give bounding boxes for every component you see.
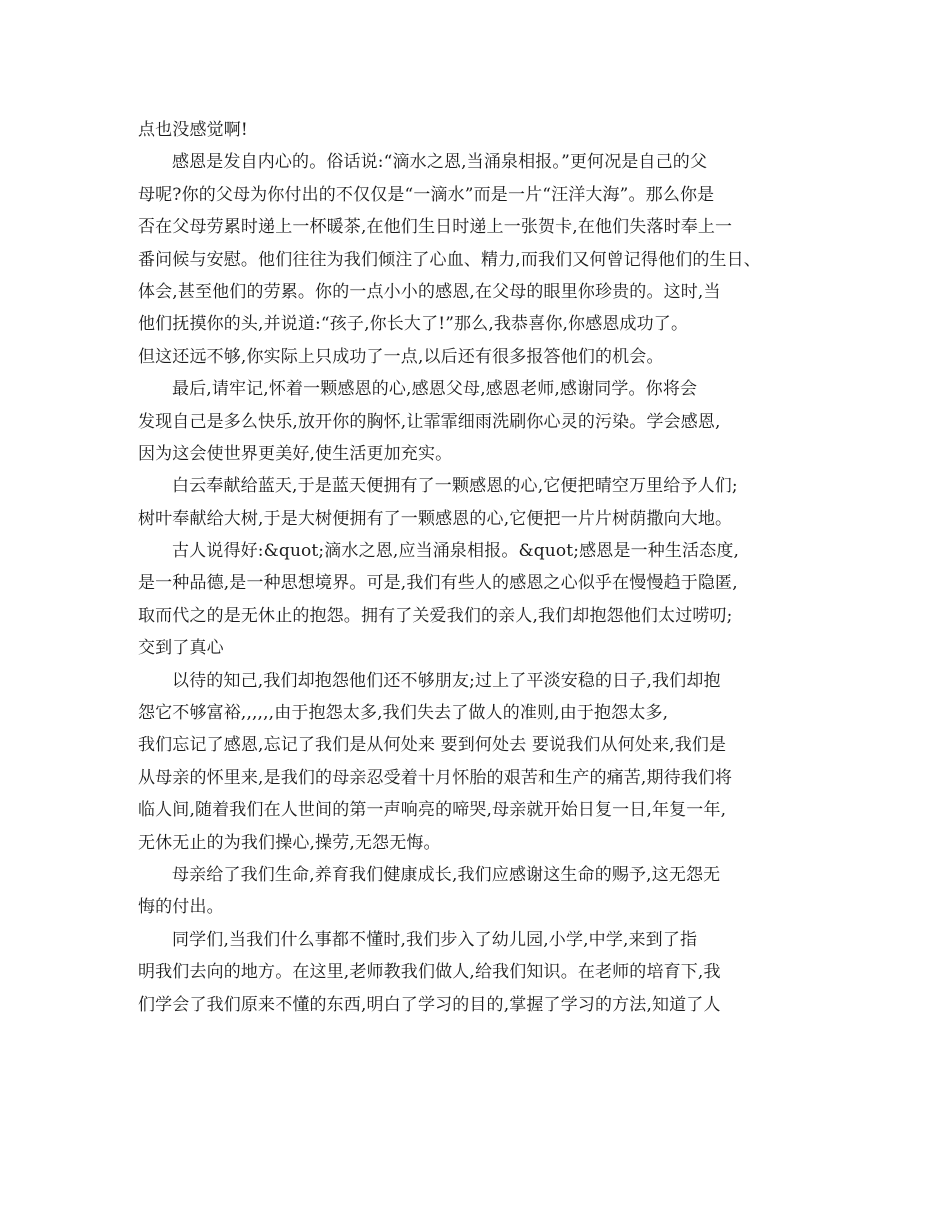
text-line: 从母亲的怀里来,是我们的母亲忍受着十月怀胎的艰苦和生产的痛苦,期待我们将 — [138, 767, 733, 788]
text-line: 同学们,当我们什么事都不懂时,我们步入了幼儿园,小学,中学,来到了指 — [172, 929, 698, 950]
text-line: 取而代之的是无休止的抱怨。拥有了关爱我们的亲人,我们却抱怨他们太过唠叨; — [138, 605, 733, 626]
text-line: 母呢?你的父母为你付出的不仅仅是“一滴水”而是一片“汪洋大海”。那么你是 — [138, 184, 715, 205]
text-line: 以待的知己,我们却抱怨他们还不够朋友;过上了平淡安稳的日子,我们却抱 — [172, 670, 721, 691]
text-line: 古人说得好:&quot;滴水之恩,应当涌泉相报。&quot;感恩是一种生活态度, — [172, 541, 740, 562]
text-line: 们学会了我们原来不懂的东西,明白了学习的目的,掌握了学习的方法,知道了人 — [138, 994, 721, 1015]
text-line: 怨它不够富裕,,,,,,由于抱怨太多,我们失去了做人的准则,由于抱怨太多, — [138, 703, 669, 724]
text-line: 发现自己是多么快乐,放开你的胸怀,让霏霏细雨洗刷你心灵的污染。学会感恩, — [138, 411, 721, 432]
text-line: 明我们去向的地方。在这里,老师教我们做人,给我们知识。在老师的培育下,我 — [138, 962, 721, 983]
text-line: 悔的付出。 — [138, 897, 224, 918]
text-line: 体会,甚至他们的劳累。你的一点小小的感恩,在父母的眼里你珍贵的。这时,当 — [138, 281, 721, 302]
text-line: 最后,请牢记,怀着一颗感恩的心,感恩父母,感恩老师,感谢同学。你将会 — [172, 379, 698, 400]
text-line: 他们抚摸你的头,并说道:“孩子,你长大了!”那么,我恭喜你,你感恩成功了。 — [138, 314, 689, 335]
text-line: 否在父母劳累时递上一杯暖茶,在他们生日时递上一张贺卡,在他们失落时奉上一 — [138, 217, 733, 238]
text-line: 无休无止的为我们操心,操劳,无怨无悔。 — [138, 832, 441, 853]
text-line: 树叶奉献给大树,于是大树便拥有了一颗感恩的心,它便把一片片树荫撒向大地。 — [138, 508, 733, 529]
text-line: 因为这会使世界更美好,使生活更加充实。 — [138, 443, 453, 464]
text-line: 是一种品德,是一种思想境界。可是,我们有些人的感恩之心似乎在慢慢趋于隐匿, — [138, 573, 738, 594]
text-line: 但这还远不够,你实际上只成功了一点,以后还有很多报答他们的机会。 — [138, 346, 664, 367]
document-body — [138, 114, 828, 1021]
text-line: 交到了真心 — [138, 638, 224, 659]
text-line: 白云奉献给蓝天,于是蓝天便拥有了一颗感恩的心,它便把晴空万里给予人们; — [172, 476, 738, 497]
text-line: 我们忘记了感恩,忘记了我们是从何处来 要到何处去 要说我们从何处来,我们是 — [138, 735, 727, 756]
text-line: 点也没感觉啊! — [138, 120, 248, 140]
text-line: 母亲给了我们生命,养育我们健康成长,我们应感谢这生命的赐予,这无怨无 — [172, 864, 721, 885]
text-line: 感恩是发自内心的。俗话说:“滴水之恩,当涌泉相报。”更何况是自己的父 — [172, 152, 708, 173]
text-line: 番问候与安慰。他们往往为我们倾注了心血、精力,而我们又何曾记得他们的生日、 — [138, 249, 761, 270]
text-line: 临人间,随着我们在人世间的第一声响亮的啼哭,母亲就开始日复一日,年复一年, — [138, 800, 727, 821]
